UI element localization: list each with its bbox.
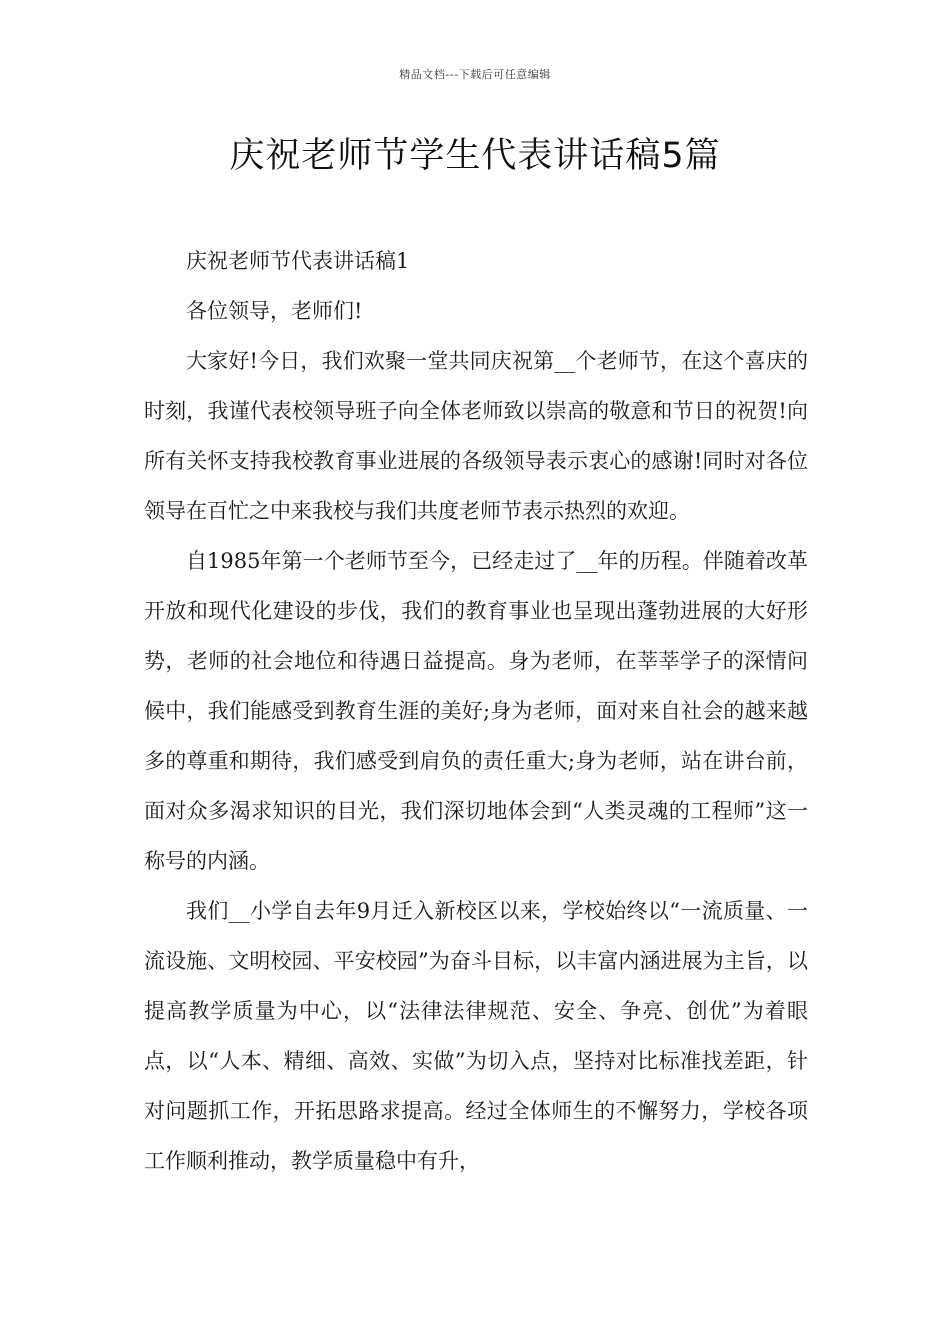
paragraph-salutation: 各位领导，老师们! [186,299,363,323]
paragraph-body: 大家好!今日，我们欢聚一堂共同庆祝第__个老师节，在这个喜庆的时刻，我谨代表校领导班子向全体老师致以崇高的敬意和节日的祝贺!向所有关怀支持我校教育事业进展的各级领导表示衷心的感谢!同时对各位领导在百忙之中来我校与我们共度老师节表示热烈的欢迎。 [144,349,808,523]
paragraph-body: 自1985年第一个老师节至今，已经走过了__年的历程。伴随着改革开放和现代化建设的步伐，我们的教育事业也呈现出蓬勃进展的大好形势，老师的社会地位和待遇日益提高。身为老师，在莘莘学子的深情问候中，我们能感受到教育生涯的美好;身为老师，面对来自社会的越来越多的尊重和期待，我们感受到肩负的责任重大;身为老师，站在讲台前，面对众多渴求知识的目光，我们深切地体会到“人类灵魂的工程师”这一称号的内涵。 [144,549,808,873]
page-header-watermark: 精品文档---下载后可任意编辑 [399,68,551,81]
document-body [144,236,808,1186]
document-title: 庆祝老师节学生代表讲话稿5篇 [229,136,721,176]
paragraph-body: 我们__小学自去年9月迁入新校区以来，学校始终以“一流质量、一流设施、文明校园、平安校园”为奋斗目标，以丰富内涵进展为主旨，以提高教学质量为中心，以“法律法律规范、安全、争亮、创优”为着眼点，以“人本、精细、高效、实做”为切入点，坚持对比标准找差距，针对问题抓工作，开拓思路求提高。经过全体师生的不懈努力，学校各项工作顺利推动，教学质量稳中有升， [144,899,808,1173]
paragraph-subtitle: 庆祝老师节代表讲话稿1 [186,249,410,273]
